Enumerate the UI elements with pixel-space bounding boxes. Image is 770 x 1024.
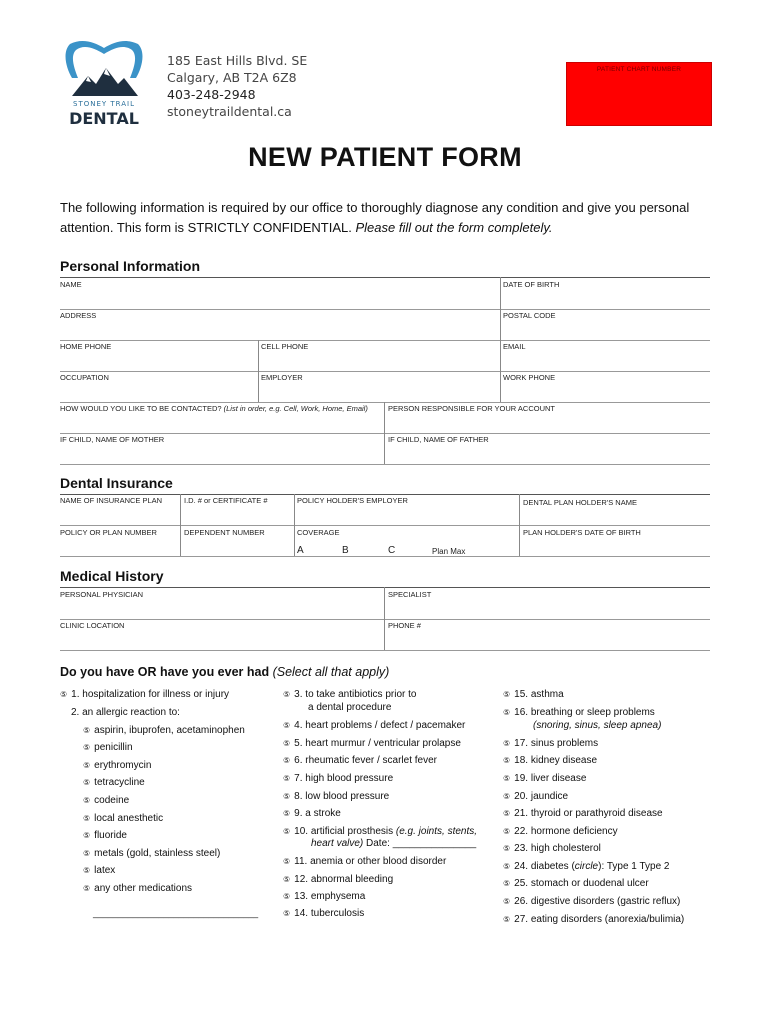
dependent-number-field[interactable]: DEPENDENT NUMBER — [184, 528, 265, 537]
checkbox-item-8[interactable] — [283, 791, 389, 802]
checkbox-item-27[interactable] — [503, 914, 684, 925]
item-label: 24. diabetes ( — [514, 861, 575, 872]
item-label: 27. eating disorders (anorexia/bulimia) — [514, 914, 685, 925]
question-text: Do you have OR have you ever had — [60, 665, 273, 679]
item-16-hint — [533, 720, 661, 731]
checkbox-allergy-anesthetic[interactable] — [83, 813, 163, 824]
item-label: 21. thyroid or parathyroid disease — [514, 808, 663, 819]
coverage-field[interactable]: COVERAGE — [297, 528, 340, 537]
checkbox-item-26[interactable] — [503, 896, 680, 907]
postal-code-field[interactable]: POSTAL CODE — [503, 311, 556, 320]
checkbox-item-6[interactable] — [283, 755, 437, 766]
work-phone-field[interactable]: WORK PHONE — [503, 373, 556, 382]
physician-field[interactable]: PERSONAL PHYSICIAN — [60, 590, 144, 599]
checkbox-item-7[interactable] — [283, 773, 393, 784]
name-field[interactable]: NAME — [60, 280, 82, 289]
item-label: fluoride — [94, 830, 127, 841]
checkbox-item-13[interactable] — [283, 891, 365, 902]
checkbox-item-22[interactable] — [503, 826, 618, 837]
checkbox-icon: ⑤ — [503, 708, 511, 717]
checkbox-allergy-fluoride[interactable] — [83, 830, 127, 841]
coverage-c[interactable]: C — [388, 545, 396, 556]
item-label: local anesthetic — [94, 813, 164, 824]
checkbox-item-3[interactable] — [283, 689, 416, 700]
item-10-date[interactable] — [311, 838, 476, 849]
checkbox-icon: ⑤ — [283, 875, 291, 884]
checkbox-allergy-metals[interactable] — [83, 848, 220, 859]
checkbox-allergy-penicillin[interactable] — [83, 742, 133, 753]
intro-line-2: attention. This form is STRICTLY CONFIDENTIAL. — [60, 220, 356, 235]
intro-text — [60, 198, 720, 238]
coverage-a[interactable]: A — [297, 545, 304, 556]
checkbox-icon: ⑤ — [83, 866, 91, 875]
item-label: 26. digestive disorders (gastric reflux) — [514, 896, 681, 907]
contact-label: HOW WOULD YOU LIKE TO BE CONTACTED? — [60, 404, 224, 413]
dental-insurance-heading: Dental Insurance — [60, 475, 173, 491]
item-label: 13. emphysema — [294, 891, 366, 902]
checkbox-item-20[interactable] — [503, 791, 568, 802]
item-label: erythromycin — [94, 760, 152, 771]
clinic-location-field[interactable]: CLINIC LOCATION — [60, 621, 125, 630]
item-label: 1. hospitalization for illness or injury — [71, 689, 230, 700]
item-hint: circle — [574, 861, 599, 872]
item-label: 23. high cholesterol — [514, 843, 601, 854]
specialist-field[interactable]: SPECIALIST — [388, 590, 432, 599]
certificate-id-field[interactable]: I.D. # or CERTIFICATE # — [184, 496, 268, 505]
checkbox-item-18[interactable] — [503, 755, 597, 766]
checkbox-allergy-erythromycin[interactable] — [83, 760, 151, 771]
checkbox-icon: ⑤ — [283, 857, 291, 866]
item-hint: (e.g. joints, stents, — [395, 826, 478, 837]
item-label: latex — [94, 865, 116, 876]
checkbox-item-12[interactable] — [283, 874, 393, 885]
checkbox-allergy-latex[interactable] — [83, 865, 115, 876]
checkbox-item-19[interactable] — [503, 773, 586, 784]
clinic-phone: 403-248-2948 — [167, 87, 256, 102]
chart-number-label: PATIENT CHART NUMBER — [596, 66, 682, 73]
checkbox-icon: ⑤ — [83, 831, 91, 840]
checkbox-icon: ⑤ — [83, 761, 91, 770]
responsible-person-field[interactable]: PERSON RESPONSIBLE FOR YOUR ACCOUNT — [388, 404, 555, 413]
question-hint: (Select all that apply) — [272, 665, 390, 679]
checkbox-icon: ⑤ — [503, 879, 511, 888]
intro-line-1: The following information is required by our office to thoroughly diagnose any condition and give you personal — [60, 200, 690, 215]
checkbox-icon: ⑤ — [503, 756, 511, 765]
plan-holder-name-field[interactable]: DENTAL PLAN HOLDER'S NAME — [523, 498, 637, 507]
checkbox-icon: ⑤ — [83, 849, 91, 858]
checkbox-item-14[interactable] — [283, 908, 364, 919]
item-label: 9. a stroke — [294, 808, 341, 819]
father-name-field[interactable]: IF CHILD, NAME OF FATHER — [388, 435, 489, 444]
plan-holder-dob-field[interactable]: PLAN HOLDER'S DATE OF BIRTH — [523, 528, 641, 537]
checkbox-icon: ⑤ — [283, 809, 291, 818]
item-label: codeine — [94, 795, 130, 806]
item-label: 12. abnormal bleeding — [294, 874, 394, 885]
checkbox-icon: ⑤ — [503, 690, 511, 699]
checkbox-item-24[interactable] — [503, 861, 669, 872]
checkbox-icon: ⑤ — [83, 743, 91, 752]
item-label: 4. heart problems / defect / pacemaker — [294, 720, 466, 731]
checkbox-icon: ⑤ — [83, 814, 91, 823]
plan-max-label[interactable]: Plan Max — [432, 547, 466, 556]
checkbox-item-25[interactable] — [503, 878, 649, 889]
item-label: aspirin, ibuprofen, acetaminophen — [94, 725, 245, 736]
checkbox-item-11[interactable] — [283, 856, 446, 867]
checkbox-icon: ⑤ — [283, 827, 291, 836]
checkbox-item-4[interactable] — [283, 720, 465, 731]
coverage-b[interactable]: B — [342, 545, 349, 556]
checkbox-icon: ⑤ — [503, 827, 511, 836]
item-label: tetracycline — [94, 777, 145, 788]
intro-instruction: Please fill out the form completely. — [355, 220, 553, 235]
checkbox-icon: ⑤ — [283, 792, 291, 801]
item-label: 3. to take antibiotics prior to — [294, 689, 417, 700]
checkbox-allergy-aspirin[interactable] — [83, 725, 245, 736]
item-label: 17. sinus problems — [514, 738, 599, 749]
allergy-heading: 2. an allergic reaction to: — [71, 707, 180, 718]
checkbox-icon: ⑤ — [283, 756, 291, 765]
checkbox-item-17[interactable] — [503, 738, 598, 749]
item-label: 11. anemia or other blood disorder — [294, 856, 447, 867]
checkbox-item-10[interactable] — [283, 826, 477, 837]
item-label: 16. breathing or sleep problems — [514, 707, 655, 718]
contact-hint: (List in order, e.g. Cell, Work, Home, Email) — [223, 404, 368, 413]
item-hint: heart valve) — [311, 838, 364, 849]
medical-question — [60, 665, 389, 679]
svg-text:DENTAL: DENTAL — [69, 109, 139, 128]
checkbox-allergy-codeine[interactable] — [83, 795, 129, 806]
checkbox-allergy-tetracycline[interactable] — [83, 777, 145, 788]
address-field[interactable]: ADDRESS — [60, 311, 97, 320]
item-label: 7. high blood pressure — [294, 773, 394, 784]
item-label: any other medications — [94, 883, 193, 894]
item-types: ): Type 1 Type 2 — [598, 861, 670, 872]
occupation-field[interactable]: OCCUPATION — [60, 373, 109, 382]
item-label: 10. artificial prosthesis — [294, 826, 396, 837]
policy-number-field[interactable]: POLICY OR PLAN NUMBER — [60, 528, 157, 537]
checkbox-icon: ⑤ — [83, 796, 91, 805]
item-label: 5. heart murmur / ventricular prolapse — [294, 738, 461, 749]
personal-info-heading: Personal Information — [60, 258, 201, 274]
other-medications-input[interactable]: _________________________________ — [93, 908, 259, 918]
clinic-address — [167, 52, 307, 120]
item-label: penicillin — [94, 742, 133, 753]
item-3-continuation: a dental procedure — [308, 702, 392, 713]
item-label: metals (gold, stainless steel) — [94, 848, 221, 859]
checkbox-item-1[interactable] — [60, 689, 229, 700]
checkbox-icon: ⑤ — [60, 690, 68, 699]
checkbox-icon: ⑤ — [83, 778, 91, 787]
checkbox-icon: ⑤ — [503, 844, 511, 853]
mother-name-field[interactable]: IF CHILD, NAME OF MOTHER — [60, 435, 165, 444]
contact-preference-field[interactable] — [60, 404, 368, 413]
checkbox-icon: ⑤ — [503, 739, 511, 748]
medical-history-heading: Medical History — [60, 568, 164, 584]
item-label: 22. hormone deficiency — [514, 826, 618, 837]
checkbox-icon: ⑤ — [283, 690, 291, 699]
item-label: 25. stomach or duodenal ulcer — [514, 878, 649, 889]
address-line-2: Calgary, AB T2A 6Z8 — [167, 70, 297, 85]
item-label: 6. rheumatic fever / scarlet fever — [294, 755, 438, 766]
item-label: 20. jaundice — [514, 791, 569, 802]
checkbox-icon: ⑤ — [503, 792, 511, 801]
checkbox-icon: ⑤ — [283, 739, 291, 748]
checkbox-icon: ⑤ — [503, 809, 511, 818]
checkbox-icon: ⑤ — [503, 897, 511, 906]
checkbox-icon: ⑤ — [503, 915, 511, 924]
checkbox-icon: ⑤ — [503, 774, 511, 783]
insurance-plan-field[interactable]: NAME OF INSURANCE PLAN — [60, 496, 163, 505]
checkbox-icon: ⑤ — [283, 774, 291, 783]
item-label: 19. liver disease — [514, 773, 587, 784]
address-line-1: 185 East Hills Blvd. SE — [167, 53, 308, 68]
home-phone-field[interactable]: HOME PHONE — [60, 342, 112, 351]
checkbox-icon: ⑤ — [283, 892, 291, 901]
svg-text:STONEY TRAIL: STONEY TRAIL — [73, 100, 135, 108]
item-label: 14. tuberculosis — [294, 908, 365, 919]
clinic-logo — [60, 38, 148, 128]
policy-holder-employer-field[interactable]: POLICY HOLDER'S EMPLOYER — [297, 496, 408, 505]
checkbox-icon: ⑤ — [503, 862, 511, 871]
medical-phone-field[interactable]: PHONE # — [388, 621, 421, 630]
checkbox-item-5[interactable] — [283, 738, 461, 749]
checkbox-allergy-other[interactable] — [83, 883, 192, 894]
checkbox-item-16[interactable] — [503, 707, 655, 718]
cell-phone-field[interactable]: CELL PHONE — [261, 342, 309, 351]
item-label: 18. kidney disease — [514, 755, 598, 766]
email-field[interactable]: EMAIL — [503, 342, 526, 351]
item-label: 8. low blood pressure — [294, 791, 390, 802]
checkbox-item-23[interactable] — [503, 843, 601, 854]
checkbox-item-21[interactable] — [503, 808, 663, 819]
dob-field[interactable]: DATE OF BIRTH — [503, 280, 560, 289]
employer-field[interactable]: EMPLOYER — [261, 373, 303, 382]
date-label: Date: _______________ — [363, 838, 477, 849]
checkbox-icon: ⑤ — [83, 884, 91, 893]
checkbox-item-9[interactable] — [283, 808, 341, 819]
checkbox-item-15[interactable] — [503, 689, 564, 700]
checkbox-icon: ⑤ — [283, 909, 291, 918]
item-hint: (snoring, sinus, sleep apnea) — [533, 720, 662, 731]
clinic-website: stoneytraildental.ca — [167, 104, 292, 119]
patient-chart-number-box[interactable] — [566, 62, 712, 126]
item-label: 15. asthma — [514, 689, 564, 700]
checkbox-icon: ⑤ — [83, 726, 91, 735]
checkbox-icon: ⑤ — [283, 721, 291, 730]
form-title: NEW PATIENT FORM — [248, 142, 522, 172]
